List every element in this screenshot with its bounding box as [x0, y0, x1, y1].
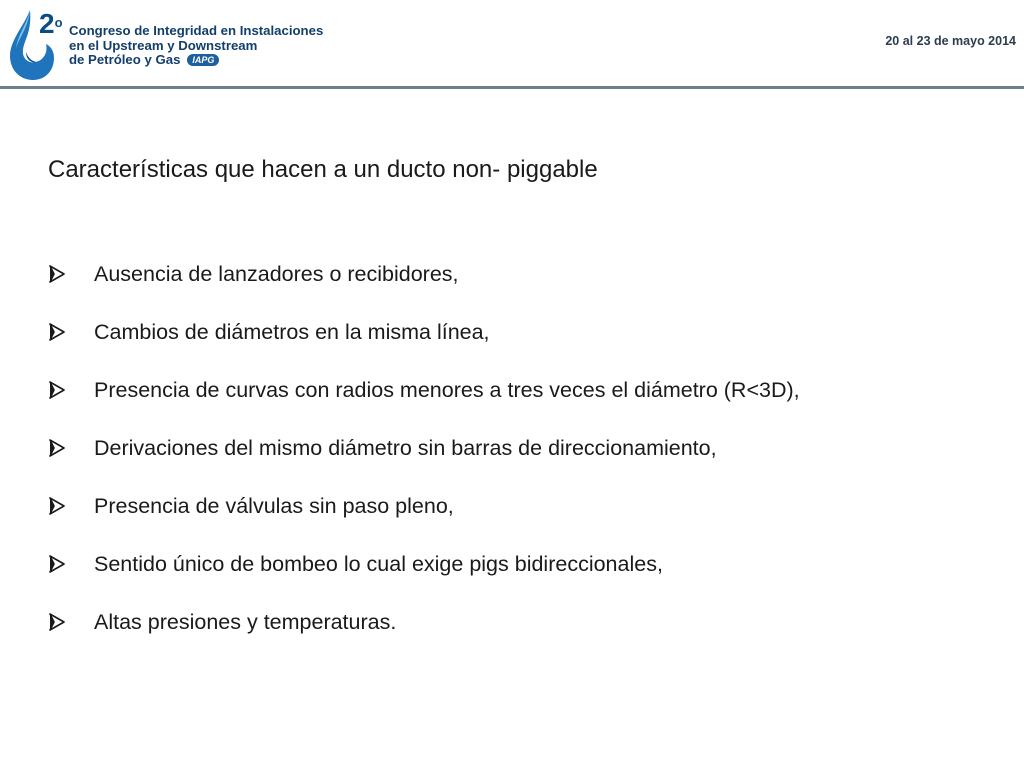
bullet-item [48, 374, 1008, 432]
congress-title [69, 24, 323, 68]
arrow-bullet-icon [48, 548, 94, 580]
bullet-text: Ausencia de lanzadores o recibidores, [94, 262, 459, 286]
bullet-text: Cambios de diámetros en la misma línea, [94, 320, 490, 344]
bullet-text: Derivaciones del mismo diámetro sin barras de direccionamiento, [94, 436, 717, 460]
congress-title-line-3 [69, 53, 323, 68]
event-date: 20 al 23 de mayo 2014 [885, 34, 1016, 48]
bullet-item [48, 490, 1008, 548]
bullet-text: Presencia de válvulas sin paso pleno, [94, 494, 454, 518]
arrow-bullet-icon [48, 374, 94, 406]
bullet-item [48, 316, 1008, 374]
slide-header [0, 0, 1024, 86]
bullet-item [48, 258, 1008, 316]
congress-title-line-1: Congreso de Integridad en Instalaciones [69, 23, 324, 38]
iapg-badge: IAPG [187, 54, 219, 66]
congress-title-line-2: en el Upstream y Downstream [69, 37, 258, 53]
logo-ordinal: 2$^o$ [39, 8, 63, 39]
arrow-bullet-icon [48, 258, 94, 290]
congress-logo [6, 6, 66, 82]
bullet-list [48, 258, 1008, 664]
arrow-bullet-icon [48, 432, 94, 464]
header-divider [0, 86, 1024, 89]
slide-title: Características que hacen a un ducto non- piggable [48, 156, 598, 183]
bullet-text: Altas presiones y temperaturas. [94, 610, 397, 634]
arrow-bullet-icon [48, 606, 94, 638]
congress-title-line-3-text: de Petróleo y Gas [69, 52, 181, 67]
bullet-item [48, 548, 1008, 606]
bullet-text: Presencia de curvas con radios menores a tres veces el diámetro (R<3D), [94, 378, 800, 402]
bullet-text: Sentido único de bombeo lo cual exige pigs bidireccionales, [94, 552, 663, 576]
bullet-item [48, 606, 1008, 664]
logo-ordinal-suffix: o [54, 15, 63, 30]
bullet-item [48, 432, 1008, 490]
arrow-bullet-icon [48, 316, 94, 348]
arrow-bullet-icon [48, 490, 94, 522]
